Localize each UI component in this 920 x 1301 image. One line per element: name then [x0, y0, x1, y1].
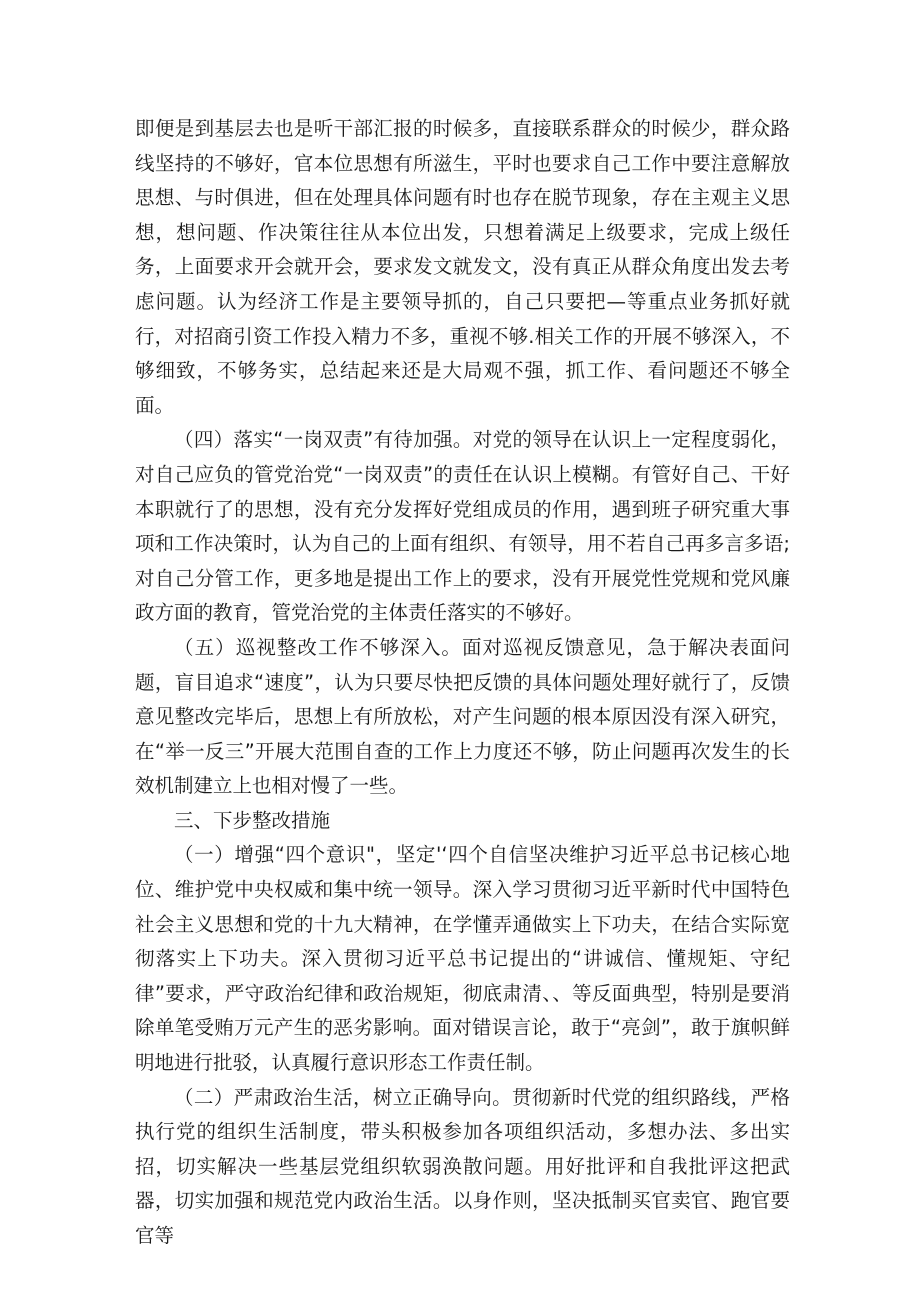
paragraph-political-life: （二）严肃政治生活，树立正确导向。贯彻新时代党的组织路线，严格执行党的组织生活制度，带头积极参加各项组织活动，多想办法、多出实招，切实解决一些基层党组织软弱涣散问题。用好批评和自我批评这把武器，切实加强和规范党内政治生活。以身作则，坚决抵制买官卖官、跑官要官等 [135, 1085, 790, 1247]
paragraph-xunshi-zhenggai: （五）巡视整改工作不够深入。面对巡视反馈意见，急于解决表面问题，盲目追求“速度”，认为只要尽快把反馈的具体问题处理好就行了，反馈意见整改完毕后，思想上有所放松，对产生问题的根本原因没有深入研究，在“举一反三”开展大范围自查的工作上力度还不够，防止问题再次发生的长效机制建立上也相对慢了一些。 [135, 635, 790, 798]
section-heading-next-steps: 三、下步整改措施 [174, 808, 331, 832]
document-body [135, 112, 790, 1254]
paragraph-yigang-shuangze: （四）落实“一岗双责”有待加强。对党的领导在认识上一定程度弱化，对自己应负的管党治党“一岗双责”的责任在认识上模糊。有管好自己、干好本职就行了的思想，没有充分发挥好党组成员的作用，遇到班子研究重大事项和工作决策时，认为自己的上面有组织、有领导，用不若自己再多言多语;对自己分管工作，更多地是提出工作上的要求，没有开展党性党规和党风廉政方面的教育，管党治党的主体责任落实的不够好。 [135, 428, 790, 625]
paragraph-four-consciousness: （一）增强“四个意识"，坚定'‘四个自信坚决维护习近平总书记核心地位、维护党中央权威和集中统一领导。深入学习贯彻习近平新时代中国特色社会主义思想和党的十九大精神，在学懂弄通做实上下功夫，在结合实际宽彻落实上下功夫。深入贯彻习近平总书记提出的“讲诚信、懂规矩、守纪律”要求，严守政治纪律和政治规矩，彻底肃清、、等反面典型，特别是要消除单笔受贿万元产生的恶劣影响。面对错误言论，敢于“亮剑”，敢于旗帜鲜明地进行批驳，认真履行意识形态工作责任制。 [135, 843, 790, 1075]
paragraph-continuation: 即便是到基层去也是听干部汇报的时候多，直接联系群众的时候少，群众路线坚持的不够好，官本位思想有所滋生，平时也要求自己工作中要注意解放思想、与时俱进，但在处理具体问题有时也存在脱节现象，存在主观主义思想，想问题、作决策往往从本位出发，只想着满足上级要求，完成上级任务，上面要求开会就开会，要求发文就发文，没有真正从群众角度出发去考虑问题。认为经济工作是主要领导抓的，自己只要把—等重点业务抓好就行，对招商引资工作投入精力不多，重视不够.相关工作的开展不够深入，不够细致，不够务实，总结起来还是大局观不强，抓工作、看问题还不够全面。 [135, 117, 790, 417]
